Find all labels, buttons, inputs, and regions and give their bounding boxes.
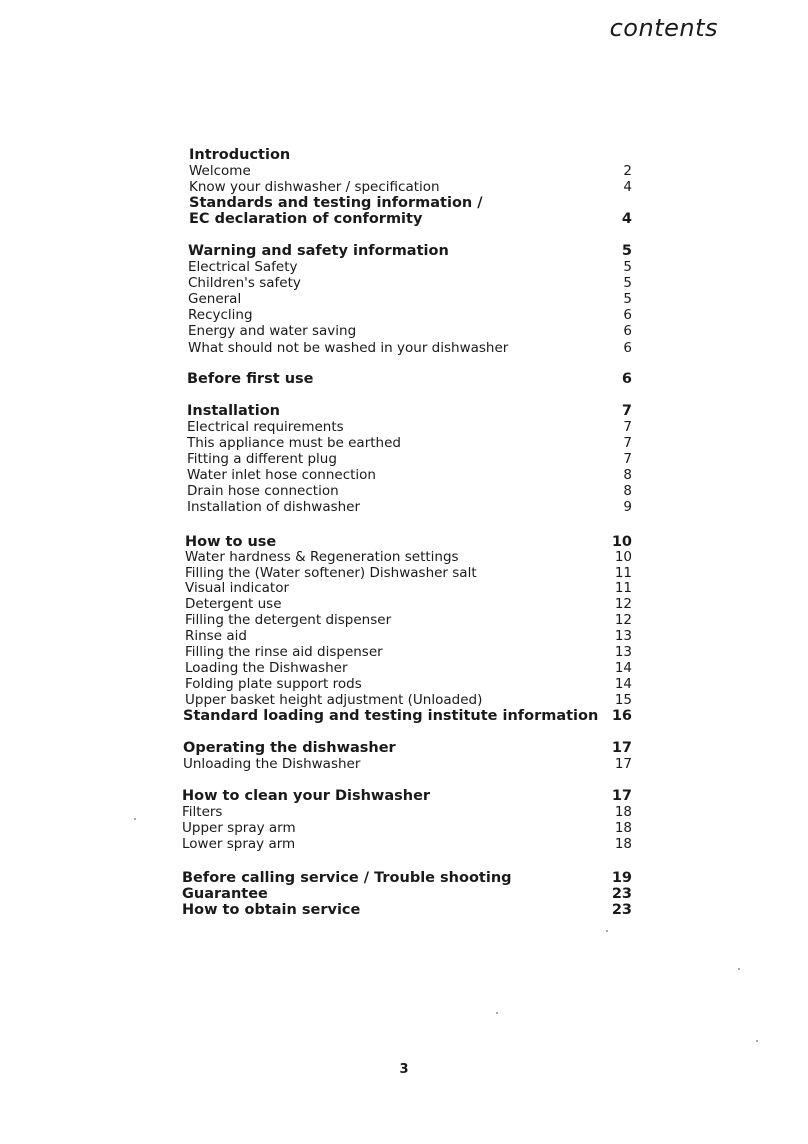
toc-entry-page: 5: [623, 275, 632, 291]
toc-entry-page: 10: [611, 534, 632, 550]
page-number: 3: [399, 1062, 409, 1077]
toc-entry-page: 18: [614, 804, 632, 820]
toc-entry-label: Detergent use: [185, 596, 282, 612]
toc-entry-page: 18: [614, 820, 632, 836]
toc-entry-page: 6: [623, 307, 632, 323]
toc-entry-label: Standards and testing information /: [189, 195, 483, 211]
toc-entry-label: Guarantee: [182, 886, 268, 902]
toc-entry-page: 9: [623, 499, 632, 515]
toc-entry: [189, 210, 632, 228]
scan-speck: [756, 1040, 758, 1042]
toc-entry-label: Loading the Dishwasher: [185, 660, 348, 676]
toc-entry-label: What should not be washed in your dishwasher: [188, 340, 509, 356]
toc-entry-label: Standard loading and testing institute information: [183, 708, 599, 724]
toc-entry-page: 11: [614, 580, 632, 596]
scan-speck: [738, 968, 740, 970]
toc-entry-page: 17: [611, 788, 632, 804]
toc-entry-label: Before calling service / Trouble shooting: [182, 870, 512, 886]
toc-entry-page: 17: [611, 740, 632, 756]
toc-entry-page: 15: [614, 692, 632, 708]
toc-entry-page: 5: [621, 243, 632, 259]
toc-entry-label: How to clean your Dishwasher: [182, 788, 431, 804]
toc-entry-label: This appliance must be earthed: [187, 435, 401, 451]
toc-entry-page: 14: [614, 660, 632, 676]
toc-entry-label: Upper basket height adjustment (Unloaded): [185, 692, 483, 708]
toc-entry-label: How to obtain service: [182, 902, 361, 918]
toc-entry-label: Filling the detergent dispenser: [185, 612, 392, 628]
toc-entry-page: 8: [623, 467, 632, 483]
toc-entry-label: Folding plate support rods: [185, 676, 362, 692]
toc-entry-page: 6: [623, 323, 632, 339]
toc-entry-page: 7: [623, 451, 632, 467]
toc-entry-page: 14: [614, 676, 632, 692]
toc-entry-page: 12: [614, 612, 632, 628]
toc-entry: [183, 755, 632, 773]
toc-entry-page: 13: [614, 628, 632, 644]
scan-speck: [496, 1012, 498, 1014]
toc-entry-page: 16: [611, 708, 632, 724]
toc-entry-label: Recycling: [188, 307, 253, 323]
toc-entry-page: 4: [621, 211, 632, 227]
toc-entry: [187, 498, 632, 516]
toc-entry-label: Warning and safety information: [188, 243, 449, 259]
toc-entry-label: Children's safety: [188, 275, 301, 291]
toc-entry: [183, 707, 632, 725]
toc-entry-label: Know your dishwasher / specification: [189, 179, 440, 195]
toc-entry: [182, 835, 632, 853]
toc-entry-page: 6: [621, 371, 632, 387]
toc-entry-page: 10: [614, 549, 632, 565]
toc-entry-label: Energy and water saving: [188, 323, 357, 339]
toc-entry: [188, 322, 632, 340]
toc-entry-page: 23: [611, 886, 632, 902]
toc-entry-page: 18: [614, 836, 632, 852]
toc-entry-label: Visual indicator: [185, 580, 290, 596]
toc-entry-label: Lower spray arm: [182, 836, 296, 852]
toc-entry-label: Upper spray arm: [182, 820, 296, 836]
toc-entry-label: Installation of dishwasher: [187, 499, 361, 515]
toc-entry-label: Before first use: [187, 371, 314, 387]
toc-entry-page: 12: [614, 596, 632, 612]
toc-entry-label: How to use: [185, 534, 277, 550]
toc-entry-label: EC declaration of conformity: [189, 211, 423, 227]
toc-entry-page: 13: [614, 644, 632, 660]
toc-entry: [187, 370, 632, 388]
toc-entry-page: 11: [614, 565, 632, 581]
toc-entry-label: General: [188, 291, 242, 307]
toc-entry-page: 19: [611, 870, 632, 886]
toc-entry-label: Unloading the Dishwasher: [183, 756, 361, 772]
toc-entry-label: Operating the dishwasher: [183, 740, 396, 756]
toc-entry-label: Welcome: [189, 163, 251, 179]
toc-entry-page: 5: [623, 291, 632, 307]
scan-speck: [134, 818, 136, 820]
toc-entry-label: Water hardness & Regeneration settings: [185, 549, 459, 565]
toc-entry-label: Drain hose connection: [187, 483, 339, 499]
toc-entry-page: 7: [623, 435, 632, 451]
toc-entry-page: 17: [614, 756, 632, 772]
toc-entry-label: Rinse aid: [185, 628, 247, 644]
toc-entry-label: Filters: [182, 804, 223, 820]
toc-entry-label: Filling the rinse aid dispenser: [185, 644, 383, 660]
toc-entry-label: Water inlet hose connection: [187, 467, 376, 483]
toc-entry-page: 6: [623, 340, 632, 356]
toc-entry-label: Electrical requirements: [187, 419, 344, 435]
toc-entry: [188, 339, 632, 357]
toc-entry-label: Electrical Safety: [188, 259, 298, 275]
toc-entry-page: 7: [623, 419, 632, 435]
toc-entry-page: 5: [623, 259, 632, 275]
toc-entry-page: 2: [623, 163, 632, 179]
toc-entry-label: Installation: [187, 403, 280, 419]
toc-entry-page: 23: [611, 902, 632, 918]
toc-entry-label: Introduction: [189, 147, 291, 163]
toc-entry: [182, 901, 632, 919]
toc-entry-page: 4: [623, 179, 632, 195]
toc-entry-label: Fitting a different plug: [187, 451, 337, 467]
toc-entry-label: Filling the (Water softener) Dishwasher salt: [185, 565, 477, 581]
page-title: contents: [609, 14, 718, 42]
toc-entry-page: 7: [621, 403, 632, 419]
toc-entry-page: 8: [623, 483, 632, 499]
scan-speck: [606, 930, 608, 932]
